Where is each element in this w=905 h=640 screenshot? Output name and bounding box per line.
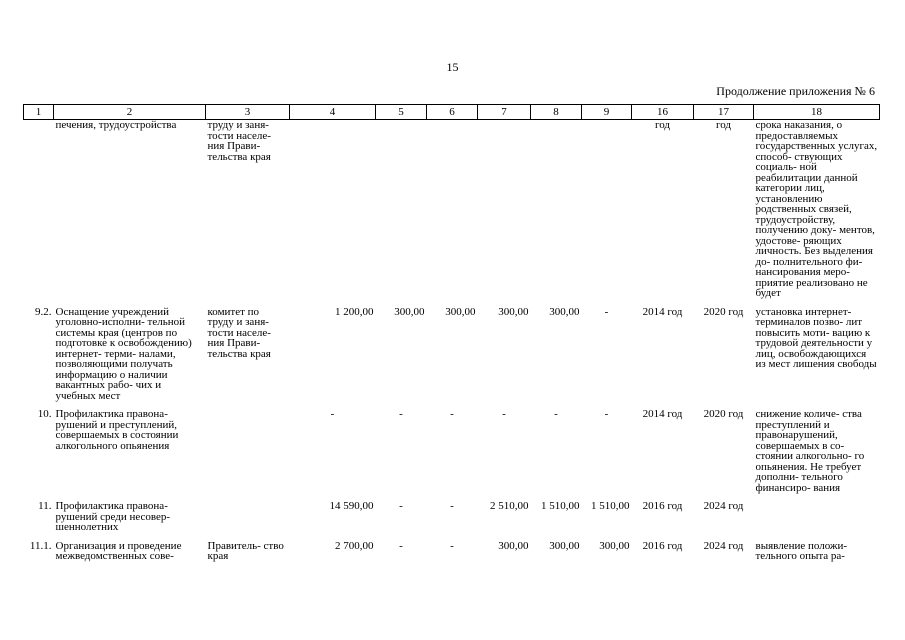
end-year: 2020 год (703, 305, 744, 318)
amount-col5: - (399, 539, 403, 552)
amount-col6 (427, 120, 478, 307)
amount-col5: - (399, 500, 403, 512)
executor: труду и заня- тости населе- ния Прави- тельства края (207, 119, 271, 163)
expected-result (754, 501, 880, 541)
page-number: 15 (446, 60, 459, 74)
measure-name: Профилактика правона- рушений и преступлений, совершаемых в состоянии алкогольного опьянения (55, 408, 179, 452)
column-header: 6 (427, 105, 478, 120)
appendix-continuation-note: Продолжение приложения № 6 (716, 84, 875, 98)
amount-col9: - (604, 408, 609, 420)
amount-col7: 2 510,00 (490, 500, 529, 512)
row-number: 9.2. (35, 305, 52, 318)
total-amount (290, 120, 376, 307)
row-number: 10. (37, 408, 52, 420)
row-number: 11. (38, 500, 52, 512)
end-year: 2024 год (703, 500, 744, 512)
start-year: год (654, 119, 671, 131)
row-number: 11.1. (29, 539, 52, 552)
expected-result: срока наказания, о предоставляемых государственных услугах, способ- ствующих социаль- ной реабилитации данной категории лиц, установлению родственных связей, трудоустройству, получению доку- ментов, удостове- ряющих личность. Без выделения до- полнительного фи- нансирования меро- приятие реализовано не будет (755, 119, 878, 299)
total-amount: - (330, 408, 335, 420)
amount-col8: 300,00 (549, 305, 580, 318)
amount-col8: 1 510,00 (541, 500, 580, 512)
measure-name: Организация и проведение межведомственных сове- (55, 539, 182, 562)
column-header: 2 (54, 105, 206, 120)
expected-result: выявление положи- тельного опыта ра- (755, 539, 848, 562)
end-year: год (715, 119, 732, 131)
amount-col8: 300,00 (549, 539, 580, 552)
table-row (24, 307, 880, 410)
table-row (24, 501, 880, 541)
total-amount: 14 590,00 (329, 500, 374, 512)
column-header: 16 (632, 105, 694, 120)
column-header: 3 (206, 105, 290, 120)
amount-col7 (478, 120, 531, 307)
column-header: 4 (290, 105, 376, 120)
amount-col6: - (450, 539, 454, 552)
amount-col9 (582, 120, 632, 307)
column-header: 9 (582, 105, 632, 120)
total-amount: 1 200,00 (335, 305, 374, 318)
column-header: 18 (754, 105, 880, 120)
expected-result: установка интернет- терминалов позво- лит повысить моти- вацию к трудовой деятельности у лиц, освобождающихся из мест лишения свободы (755, 305, 877, 370)
amount-col9: - (604, 305, 609, 318)
start-year: 2016 год (642, 539, 683, 552)
amount-col5 (376, 120, 427, 307)
measure-name: Профилактика правона- рушений среди несовер- шеннолетних (55, 500, 171, 533)
executor: Правитель- ство края (207, 539, 284, 562)
amount-col7: 300,00 (498, 539, 529, 552)
amount-col6: - (450, 408, 454, 420)
executor (206, 409, 290, 501)
column-header: 7 (478, 105, 531, 120)
amount-col5: 300,00 (394, 305, 425, 318)
amount-col8 (531, 120, 582, 307)
column-header: 8 (531, 105, 582, 120)
measure-name: печения, трудоустройства (55, 119, 177, 131)
end-year: 2020 год (703, 408, 744, 420)
start-year: 2016 год (642, 500, 683, 512)
amount-col9: 1 510,00 (591, 500, 630, 512)
row-number (24, 120, 54, 307)
amount-col7: - (502, 408, 506, 420)
amount-col6: 300,00 (445, 305, 476, 318)
executor: комитет по труду и заня- тости населе- ния Прави- тельства края (207, 305, 271, 360)
table-row (24, 409, 880, 501)
total-amount: 2 700,00 (335, 539, 374, 552)
start-year: 2014 год (642, 305, 683, 318)
column-header: 17 (694, 105, 754, 120)
column-header: 5 (376, 105, 427, 120)
expected-result: снижение количе- ства преступлений и правонарушений, совершаемых в со- стоянии алкогольно- го опьянения. Не требует дополни- тельного финансиро- вания (755, 408, 865, 494)
program-table (23, 104, 880, 562)
table-row (24, 541, 880, 562)
amount-col7: 300,00 (498, 305, 529, 318)
header-row (24, 105, 880, 120)
column-header: 1 (24, 105, 54, 120)
amount-col8: - (554, 408, 558, 420)
table-row (24, 120, 880, 307)
end-year: 2024 год (703, 539, 744, 552)
start-year: 2014 год (642, 408, 683, 420)
amount-col5: - (399, 408, 403, 420)
executor (206, 501, 290, 541)
amount-col9: 300,00 (599, 539, 630, 552)
measure-name: Оснащение учреждений уголовно-исполни- тельной системы края (центров по подготовке к освобождению) интернет- терми- налами, позволяющими получать информацию о наличии вакантных рабо- чих и учебных мест (55, 305, 192, 402)
amount-col6: - (450, 500, 454, 512)
